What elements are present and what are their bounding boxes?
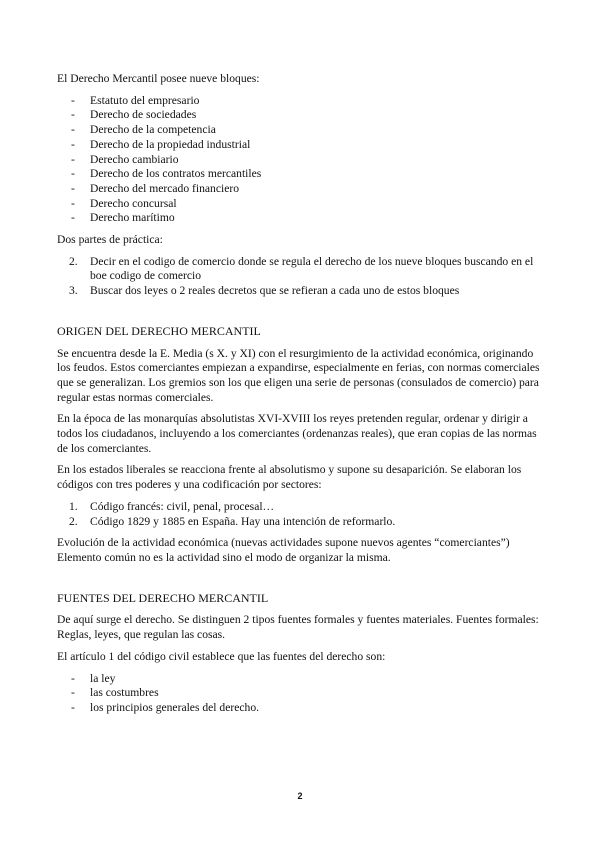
codigos-list xyxy=(57,500,545,529)
practica-intro: Dos partes de práctica: xyxy=(57,233,163,247)
intro-text: El Derecho Mercantil posee nueve bloques: xyxy=(57,72,260,85)
list-item: - las costumbres xyxy=(71,686,159,700)
list-item: - Derecho de la propiedad industrial xyxy=(71,137,251,151)
list-item: 2. Decir en el codigo de comercio donde se regula el derecho de los nueve bloques buscando en el boe codigo de comercio xyxy=(69,254,534,283)
fuentes-list xyxy=(57,672,545,716)
list-item: - Derecho marítimo xyxy=(71,211,175,225)
page-number: 2 xyxy=(297,791,303,801)
fuentes-heading: FUENTES DEL DERECHO MERCANTIL xyxy=(57,590,269,605)
list-item: - Derecho de la competencia xyxy=(71,123,216,137)
fuentes-paragraph-2: El artículo 1 del código civil establece que las fuentes del derecho son: xyxy=(57,649,386,663)
list-item: - Derecho de los contratos mercantiles xyxy=(71,167,262,181)
document-page xyxy=(57,72,545,723)
origen-paragraph-3: En los estados liberales se reacciona frente al absolutismo y supone su desaparición. Se elaboran los códigos con tres poderes y una codificación por sectores: xyxy=(57,463,522,492)
list-item: 1. Código francés: civil, penal, procesal… xyxy=(69,499,275,513)
list-item: - Derecho cambiario xyxy=(71,152,179,166)
list-item: - Derecho concursal xyxy=(71,196,177,210)
list-item: - Estatuto del empresario xyxy=(71,93,200,107)
practica-list xyxy=(57,255,545,299)
fuentes-paragraph-1: De aquí surge el derecho. Se distinguen 2 tipos fuentes formales y fuentes materiales. Fuentes formales: Reglas, leyes, que regulan las cosas. xyxy=(57,613,539,642)
list-item: 3. Buscar dos leyes o 2 reales decretos que se refieran a cada uno de estos bloques xyxy=(69,284,460,298)
bloques-list xyxy=(57,94,545,226)
list-item: - Derecho de sociedades xyxy=(71,108,197,122)
list-item: - la ley xyxy=(71,671,116,685)
origen-paragraph-1: Se encuentra desde la E. Media (s X. y XI) con el resurgimiento de la actividad económica, originando los feudos. Estos comerciantes empiezan a expandirse, especialmente en ferias, con normas comerciales que se generalizan. Los gremios son los que eligen una serie de personas (consulados de comercio) para regular estas normas comerciales. xyxy=(57,346,540,404)
list-item: 2. Código 1829 y 1885 en España. Hay una intención de reformarlo. xyxy=(69,514,396,528)
origen-paragraph-2: En la época de las monarquías absolutistas XVI-XVIII los reyes pretenden regular, ordenar y dirigir a todos los ciudadanos, incluyendo a los comerciantes (ordenanzas reales), que eran copias de las normas de los comerciantes. xyxy=(57,412,537,455)
list-item: - Derecho del mercado financiero xyxy=(71,181,240,195)
origen-paragraph-4: Evolución de la actividad económica (nuevas actividades supone nuevos agentes “comerciantes”) Elemento común no es la actividad sino el modo de organizar la misma. xyxy=(57,536,510,564)
list-item: - los principios generales del derecho. xyxy=(71,700,260,714)
origen-heading: ORIGEN DEL DERECHO MERCANTIL xyxy=(57,323,261,338)
